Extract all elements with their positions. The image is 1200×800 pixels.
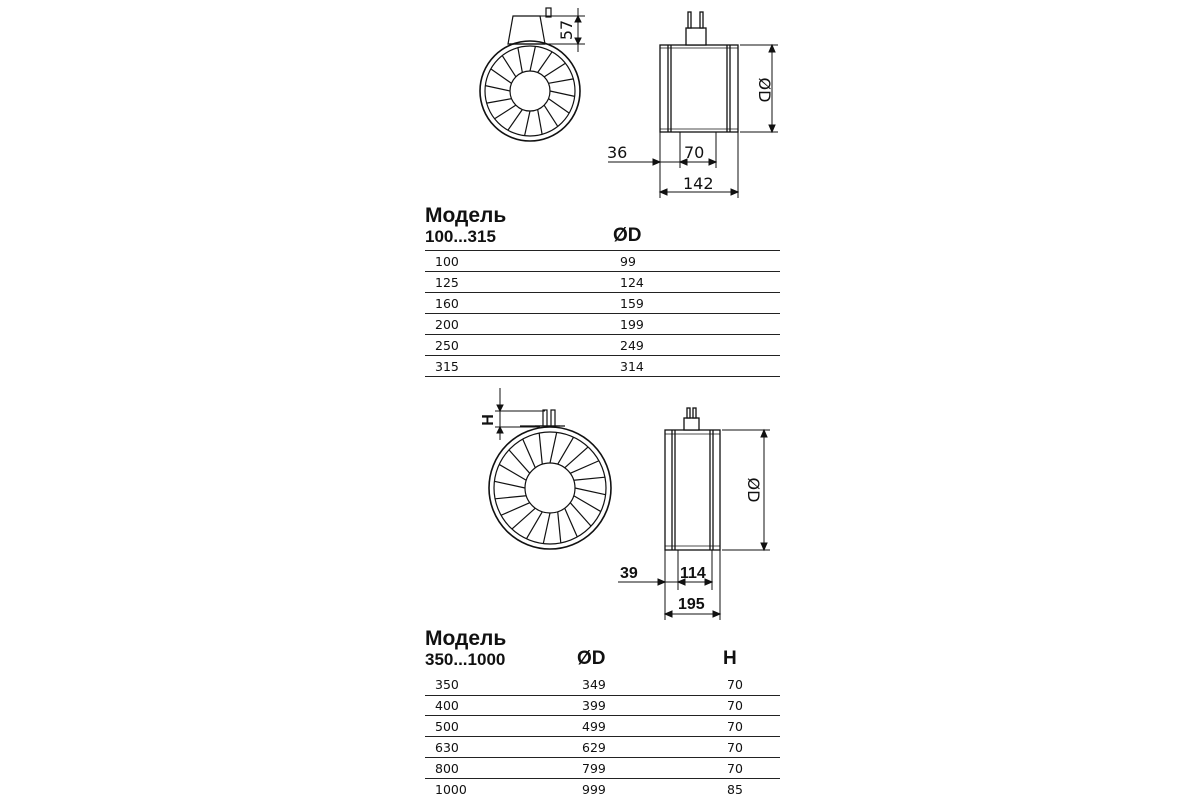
cell-diameter: 629 xyxy=(582,740,606,755)
table-small-col-diameter: ØD xyxy=(613,225,642,246)
impeller-blade xyxy=(565,447,588,468)
table-small-models xyxy=(425,204,644,374)
impeller-blade xyxy=(499,464,526,480)
impeller-blade xyxy=(570,461,599,474)
cell-model: 1000 xyxy=(435,782,467,797)
dim-diameter-bottom-label: ØD xyxy=(744,477,763,503)
cell-model: 250 xyxy=(435,338,459,353)
dim-39-label: 39 xyxy=(620,565,638,582)
cell-model: 500 xyxy=(435,719,459,734)
impeller-blade xyxy=(502,56,516,77)
impeller-blade xyxy=(550,91,575,96)
impeller-blade xyxy=(574,477,605,480)
dim-70-label: 70 xyxy=(684,143,705,162)
table-row xyxy=(425,737,780,758)
table-row xyxy=(425,356,780,377)
table-row xyxy=(425,758,780,779)
impeller-blade xyxy=(570,503,591,526)
impeller-blade xyxy=(538,109,542,134)
table-large-title: Модель xyxy=(425,627,507,650)
impeller-blade xyxy=(530,46,535,71)
cell-diameter: 314 xyxy=(620,359,644,374)
impeller-blade xyxy=(565,508,578,537)
impeller-blade xyxy=(558,437,574,464)
impeller-blade xyxy=(558,512,561,543)
impeller-blade xyxy=(518,48,522,73)
table-small-range: 100...315 xyxy=(425,227,496,246)
table-row xyxy=(425,251,780,272)
cell-model: 400 xyxy=(435,698,459,713)
cell-h: 70 xyxy=(727,698,743,713)
table-row xyxy=(425,716,780,737)
impeller-blades-top xyxy=(485,46,574,135)
bottom-front-view xyxy=(489,410,611,549)
table-large-range: 350...1000 xyxy=(425,650,506,669)
table-row xyxy=(425,779,780,799)
impeller-blade xyxy=(494,481,525,488)
cell-model: 100 xyxy=(435,254,459,269)
impeller-blade xyxy=(526,512,542,539)
cell-diameter: 159 xyxy=(620,296,644,311)
impeller-blade xyxy=(575,488,606,495)
cell-model: 160 xyxy=(435,296,459,311)
dim-57-label: 57 xyxy=(557,19,576,41)
cell-h: 70 xyxy=(727,677,743,692)
impeller-blade xyxy=(543,513,550,544)
cell-h: 70 xyxy=(727,761,743,776)
table-row xyxy=(425,272,780,293)
cell-model: 315 xyxy=(435,359,459,374)
table-large-col-h: H xyxy=(723,648,737,669)
dim-114-label: 114 xyxy=(680,565,706,582)
bottom-side-view xyxy=(665,408,720,550)
cell-diameter: 499 xyxy=(582,719,606,734)
impeller-blade xyxy=(495,496,526,499)
cell-model: 630 xyxy=(435,740,459,755)
impeller-blade xyxy=(485,86,510,91)
table-large-col-diameter: ØD xyxy=(577,648,606,669)
dim-h xyxy=(495,388,545,440)
impeller-blade xyxy=(508,109,522,130)
impeller-blade xyxy=(525,111,530,136)
dim-length-top xyxy=(608,132,738,198)
impeller-blade xyxy=(495,105,516,119)
table-row xyxy=(425,314,780,335)
impeller-blades-bottom xyxy=(494,432,605,543)
cell-diameter: 349 xyxy=(582,677,606,692)
table-row xyxy=(425,335,780,356)
impeller-blade xyxy=(574,496,601,512)
impeller-blade xyxy=(491,69,512,83)
cell-model: 200 xyxy=(435,317,459,332)
dim-36-label: 36 xyxy=(607,143,628,162)
table-row xyxy=(425,293,780,314)
top-side-view xyxy=(660,12,738,132)
cell-diameter: 124 xyxy=(620,275,644,290)
impeller-blade xyxy=(550,432,557,463)
impeller-blade xyxy=(487,99,512,103)
table-row xyxy=(425,695,780,716)
cell-model: 125 xyxy=(435,275,459,290)
dim-diameter-top-label: ØD xyxy=(755,77,774,103)
dim-142-label: 142 xyxy=(683,174,714,193)
cell-model: 350 xyxy=(435,677,459,692)
cell-diameter: 799 xyxy=(582,761,606,776)
impeller-blade xyxy=(548,79,573,83)
impeller-blade xyxy=(539,433,542,464)
impeller-blade xyxy=(512,508,535,529)
impeller-blade xyxy=(523,439,536,468)
impeller-blade xyxy=(501,503,530,516)
cell-diameter: 999 xyxy=(582,782,606,797)
table-row xyxy=(425,674,780,694)
cell-diameter: 199 xyxy=(620,317,644,332)
impeller-blade xyxy=(548,99,569,113)
cell-h: 70 xyxy=(727,719,743,734)
table-large-models xyxy=(425,627,743,797)
dim-195-label: 195 xyxy=(678,596,705,613)
cell-diameter: 399 xyxy=(582,698,606,713)
cell-h: 70 xyxy=(727,740,743,755)
cell-h: 85 xyxy=(727,782,743,797)
cell-model: 800 xyxy=(435,761,459,776)
impeller-blade xyxy=(544,105,558,126)
cell-diameter: 99 xyxy=(620,254,636,269)
impeller-blade xyxy=(538,52,552,73)
cell-diameter: 249 xyxy=(620,338,644,353)
table-small-title: Модель xyxy=(425,204,507,227)
impeller-blade xyxy=(544,63,565,77)
impeller-blade xyxy=(509,450,530,473)
dim-h-label: H xyxy=(480,414,497,426)
